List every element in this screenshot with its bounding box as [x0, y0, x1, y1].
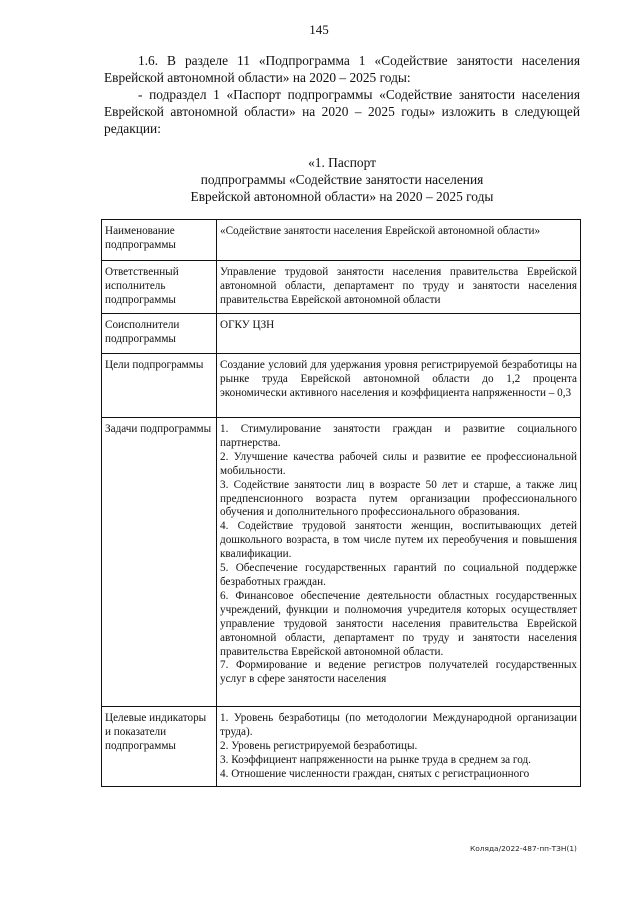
task-item: 7. Формирование и ведение регистров получателей государственных услуг в сфере занятости населения [220, 659, 577, 686]
indicator-item: 1. Уровень безработицы (по методологии Международной организации труда). [220, 712, 577, 738]
row-label: Наименование подпрограммы [102, 220, 217, 261]
document-footer-code: Коляда/2022-487-пп-ТЗН(1) [470, 844, 577, 853]
task-item: 5. Обеспечение государственных гарантий по социальной поддержке безработных граждан. [220, 562, 577, 588]
indicator-item: 3. Коэффициент напряженности на рынке труда в среднем за год. [220, 753, 531, 766]
heading-line-1: «1. Паспорт [308, 155, 376, 170]
passport-table [101, 219, 581, 787]
row-label: Соисполнители подпрограммы [102, 314, 217, 354]
row-label: Задачи подпрограммы [102, 418, 217, 707]
amendment-paragraph-1: 1.6. В разделе 11 «Подпрограмма 1 «Содействие занятости населения Еврейской автономной области» на 2020 – 2025 годы: [104, 53, 580, 85]
indicator-item: 2. Уровень регистрируемой безработицы. [220, 739, 418, 752]
row-value [217, 418, 581, 707]
value-text: «Содействие занятости населения Еврейской автономной области» [220, 225, 541, 237]
row-label: Ответственный исполнитель подпрограммы [102, 261, 217, 314]
row-label: Цели подпрограммы [102, 354, 217, 418]
task-item: 4. Содействие трудовой занятости женщин, воспитывающих детей дошкольного возраста, в том числе путем их переобучения и повышения квалификации. [220, 520, 577, 561]
amendment-intro [104, 52, 580, 137]
task-item: 6. Финансовое обеспечение деятельности областных государственных учреждений, функции и полномочия учредителя которых осуществляет управление трудовой занятости населения правительства Еврейской автономной области, департамент по труду и занятости населения правительства Еврейской автономной области. [220, 589, 577, 658]
table-row [102, 314, 581, 354]
row-value [217, 220, 581, 261]
table-row [102, 354, 581, 418]
task-item: 1. Стимулирование занятости граждан и развитие социального партнерства. [220, 423, 577, 449]
table-row [102, 707, 581, 787]
passport-heading [104, 154, 580, 205]
table-row [102, 418, 581, 707]
row-value [217, 354, 581, 418]
task-item: 2. Улучшение качества рабочей силы и развитие ее профессиональной мобильности. [220, 450, 577, 477]
value-text: ОГКУ ЦЗН [220, 319, 275, 331]
value-text: Управление трудовой занятости населения правительства Еврейской автономной области, департамент по труду и занятости населения правительства Еврейской автономной области [220, 266, 577, 306]
table-row [102, 261, 581, 314]
indicator-item: 4. Отношение численности граждан, снятых с регистрационного [220, 767, 530, 780]
heading-line-3: Еврейской автономной области» на 2020 – 2025 годы [190, 189, 494, 204]
table-row [102, 220, 581, 261]
amendment-paragraph-2: - подраздел 1 «Паспорт подпрограммы «Содействие занятости населения Еврейской автономной области» на 2020 – 2025 годы» изложить в следующей редакции: [104, 87, 580, 136]
row-value [217, 707, 581, 787]
task-item: 3. Содействие занятости лиц в возрасте 50 лет и старше, а также лиц предпенсионного возраста путем организации профессионального обучения и дополнительного профессионального образования. [220, 478, 577, 519]
row-value [217, 261, 581, 314]
value-text: Создание условий для удержания уровня регистрируемой безработицы на рынке труда Еврейской автономной области до 1,2 процента экономически активного населения и коэффициента напряженности – 0,3 [220, 359, 577, 399]
heading-line-2: подпрограммы «Содействие занятости населения [200, 172, 484, 187]
row-label: Целевые индикаторы и показатели подпрограммы [102, 707, 217, 787]
row-value [217, 314, 581, 354]
page-number: 145 [309, 22, 329, 37]
